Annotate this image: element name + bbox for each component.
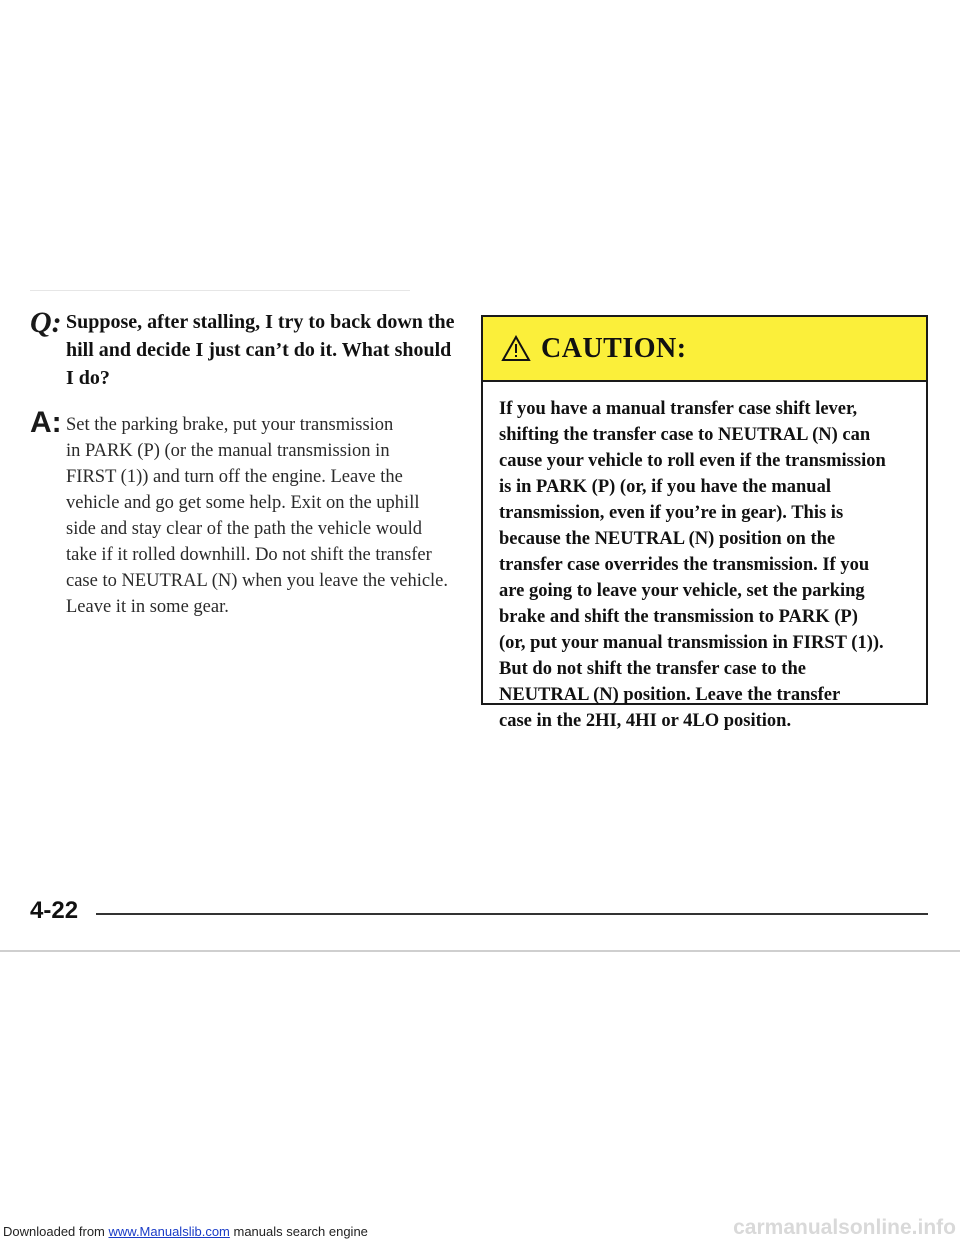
scan-edge bbox=[0, 950, 960, 952]
download-prefix: Downloaded from bbox=[3, 1224, 109, 1239]
question bbox=[30, 308, 470, 392]
manualslib-link[interactable]: www.Manualslib.com bbox=[108, 1224, 230, 1239]
question-answer-block bbox=[30, 308, 470, 620]
caution-box bbox=[481, 315, 928, 731]
question-text: Suppose, after stalling, I try to back down the hill and decide I just can’t do it. What should I do? bbox=[66, 311, 455, 389]
footer-divider bbox=[96, 913, 928, 915]
caution-title: CAUTION: bbox=[541, 332, 687, 364]
download-credit bbox=[3, 1224, 368, 1239]
page-number: 4-22 bbox=[30, 897, 79, 924]
answer-text: Set the parking brake, put your transmission in PARK (P) (or the manual transmission in FIRST (1)) and turn off the engine. Leave the vehicle and go get some help. Exit on the uphill side and stay clear of the path the vehicle would take if it rolled downhill. Do not shift the transfer case to NEUTRAL (N) when you leave the vehicle. Leave it in some gear. bbox=[66, 415, 449, 617]
watermark: carmanualsonline.info bbox=[733, 1216, 956, 1239]
download-suffix: manuals search engine bbox=[229, 1224, 368, 1239]
answer-marker: A: bbox=[30, 406, 62, 439]
caution-header bbox=[483, 317, 926, 382]
question-marker: Q: bbox=[30, 306, 62, 339]
answer bbox=[30, 406, 470, 620]
top-divider bbox=[30, 290, 410, 291]
warning-triangle-icon bbox=[501, 335, 531, 362]
caution-text: If you have a manual transfer case shift lever, shifting the transfer case to NEUTRAL (N) can cause your vehicle to roll even if the transmission is in PARK (P) (or, if you have the manual transmission, even if you’re in gear). This is because the NEUTRAL (N) position on the transfer case overrides the transmission. If you are going to leave your vehicle, set the parking brake and shift the transmission to PARK (P) (or, put your manual transmission in FIRST (1)). But do not shift the transfer case to the NEUTRAL (N) position. Leave the transfer case in the 2HI, 4HI or 4LO position. bbox=[499, 399, 886, 731]
